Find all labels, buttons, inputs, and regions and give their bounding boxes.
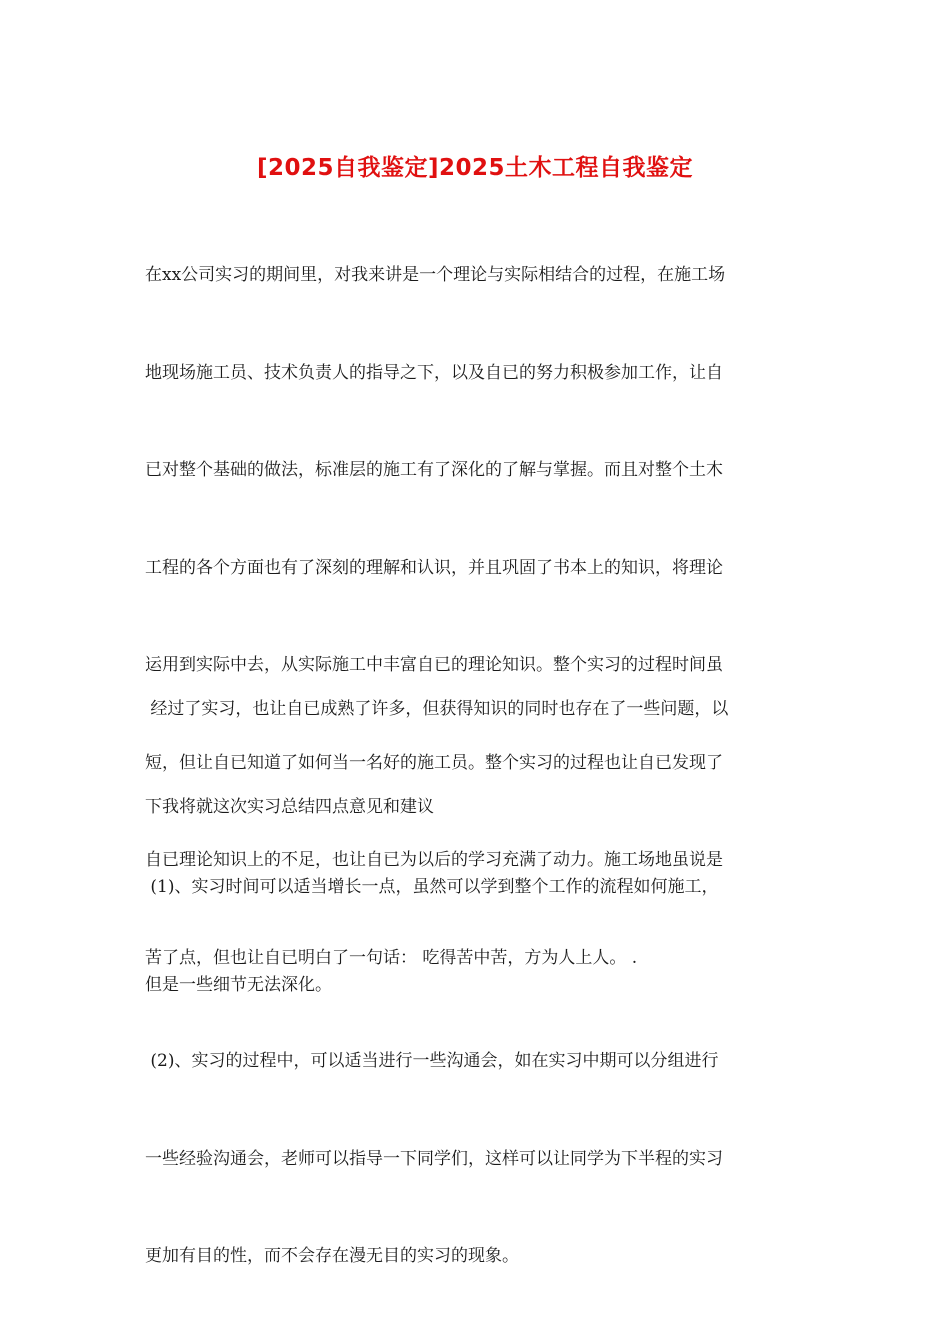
paragraph-4 [145,980,810,1338]
paragraph-line: 但是一些细节无法深化。 [145,974,332,995]
paragraph-line: 苦了点，但也让自已明白了一句话： 吃得苦中苦，方为人上人。 . [145,947,638,968]
paragraph-line: 运用到实际中去，从实际施工中丰富自已的理论知识。整个实习的过程时间虽 [145,655,723,675]
paragraph-line: 经过了实习，也让自已成熟了许多，但获得知识的同时也存在了一些问题，以 [145,699,729,719]
paragraph-line: 工程的各个方面也有了深刻的理解和认识，并且巩固了书本上的知识，将理论 [145,557,723,578]
paragraph-line: 下我将就这次实习总结四点意见和建议 [145,796,434,817]
paragraph-line: 自已理论知识上的不足，也让自已为以后的学习充满了动力。施工场地虽说是 [145,850,723,870]
paragraph-line: (2)、实习的过程中，可以适当进行一些沟通会，如在实习中期可以分组进行 [145,1051,719,1071]
paragraph-line: 在xx公司实习的期间里，对我来讲是一个理论与实际相结合的过程，在施工场 [145,265,726,285]
paragraph-line: (1)、实习时间可以适当增长一点，虽然可以学到整个工作的流程如何施工， [145,877,719,897]
paragraph-line: 更加有目的性，而不会存在漫无目的实习的现象。 [145,1246,519,1266]
paragraph-line: 短，但让自已知道了如何当一名好的施工员。整个实习的过程也让自已发现了 [145,752,723,773]
paragraph-line: 已对整个基础的做法，标准层的施工有了深化的了解与掌握。而且对整个土木 [145,460,723,480]
paragraph-line: 地现场施工员、技术负责人的指导之下，以及自已的努力积极参加工作，让自 [145,362,723,383]
document-title: [2025自我鉴定]2025土木工程自我鉴定 [256,155,694,181]
paragraph-line: 一些经验沟通会，老师可以指导一下同学们，这样可以让同学为下半程的实习 [145,1148,723,1169]
